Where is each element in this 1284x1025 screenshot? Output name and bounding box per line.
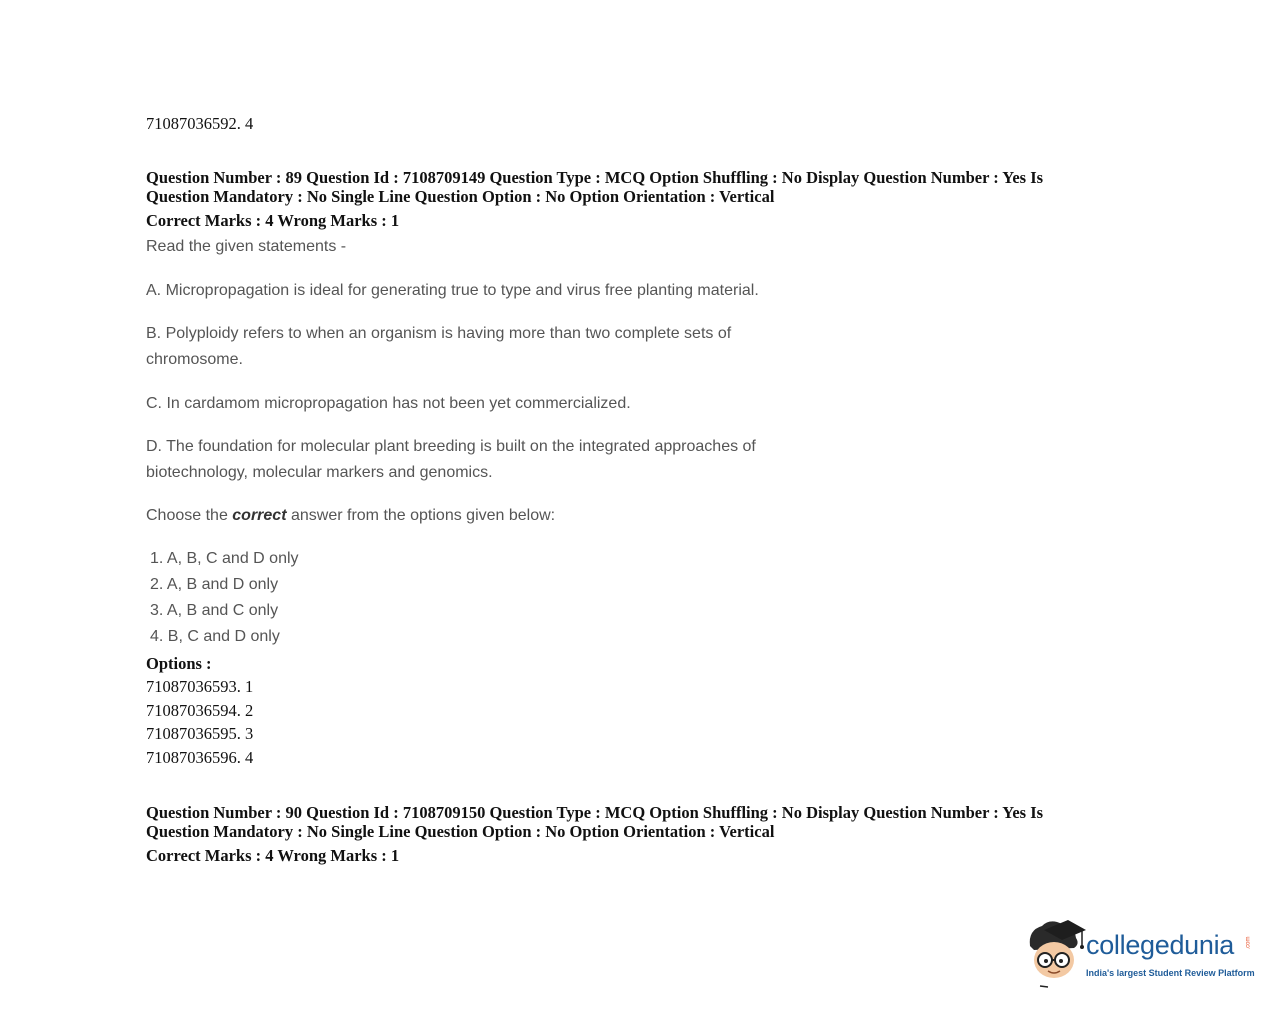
option-1: 71087036593. 1 bbox=[146, 677, 254, 696]
mascot-icon bbox=[1024, 916, 1086, 992]
question-90-header-line1: Question Number : 90 Question Id : 7108709150 Question Type : MCQ Option Shuffling : No Display Question Number : Yes Is bbox=[146, 803, 1044, 822]
statement-b-line2: chromosome. bbox=[146, 351, 243, 368]
options-label: Options : bbox=[146, 654, 212, 673]
logo-dotcom: .com bbox=[1245, 936, 1252, 950]
choose-instruction bbox=[146, 507, 555, 525]
logo-wordmark: collegedunia bbox=[1086, 930, 1235, 960]
choose-emphasis: correct bbox=[232, 507, 287, 524]
question-89-header-line2: Question Mandatory : No Single Line Question Option : No Option Orientation : Vertical bbox=[146, 187, 775, 206]
statement-c: C. In cardamom micropropagation has not been yet commercialized. bbox=[146, 395, 631, 412]
question-89-marks: Correct Marks : 4 Wrong Marks : 1 bbox=[146, 211, 400, 230]
statement-d-line2: biotechnology, molecular markers and genomics. bbox=[146, 464, 493, 481]
statement-b-line1: B. Polyploidy refers to when an organism is having more than two complete sets of bbox=[146, 325, 732, 342]
question-89-intro: Read the given statements - bbox=[146, 238, 347, 255]
choose-pre: Choose the bbox=[146, 507, 233, 524]
question-90-marks: Correct Marks : 4 Wrong Marks : 1 bbox=[146, 846, 400, 865]
statement-a: A. Micropropagation is ideal for generating true to type and virus free planting material. bbox=[146, 282, 759, 299]
collegedunia-logo bbox=[1024, 916, 1264, 992]
choice-3: 3. A, B and C only bbox=[150, 602, 279, 619]
option-3: 71087036595. 3 bbox=[146, 724, 254, 743]
question-90-header-line2: Question Mandatory : No Single Line Question Option : No Option Orientation : Vertical bbox=[146, 822, 775, 841]
choose-post: answer from the options given below: bbox=[286, 507, 556, 524]
option-4: 71087036596. 4 bbox=[146, 748, 254, 767]
previous-option-4: 71087036592. 4 bbox=[146, 114, 254, 133]
option-2: 71087036594. 2 bbox=[146, 701, 254, 720]
logo-tagline: India's largest Student Review Platform bbox=[1086, 968, 1255, 978]
statement-d-line1: D. The foundation for molecular plant breeding is built on the integrated approaches of bbox=[146, 438, 756, 455]
choice-2: 2. A, B and D only bbox=[150, 576, 279, 593]
choice-4: 4. B, C and D only bbox=[150, 628, 280, 645]
choice-1: 1. A, B, C and D only bbox=[150, 550, 299, 567]
question-89-header-line1: Question Number : 89 Question Id : 7108709149 Question Type : MCQ Option Shuffling : No Display Question Number : Yes Is bbox=[146, 168, 1044, 187]
